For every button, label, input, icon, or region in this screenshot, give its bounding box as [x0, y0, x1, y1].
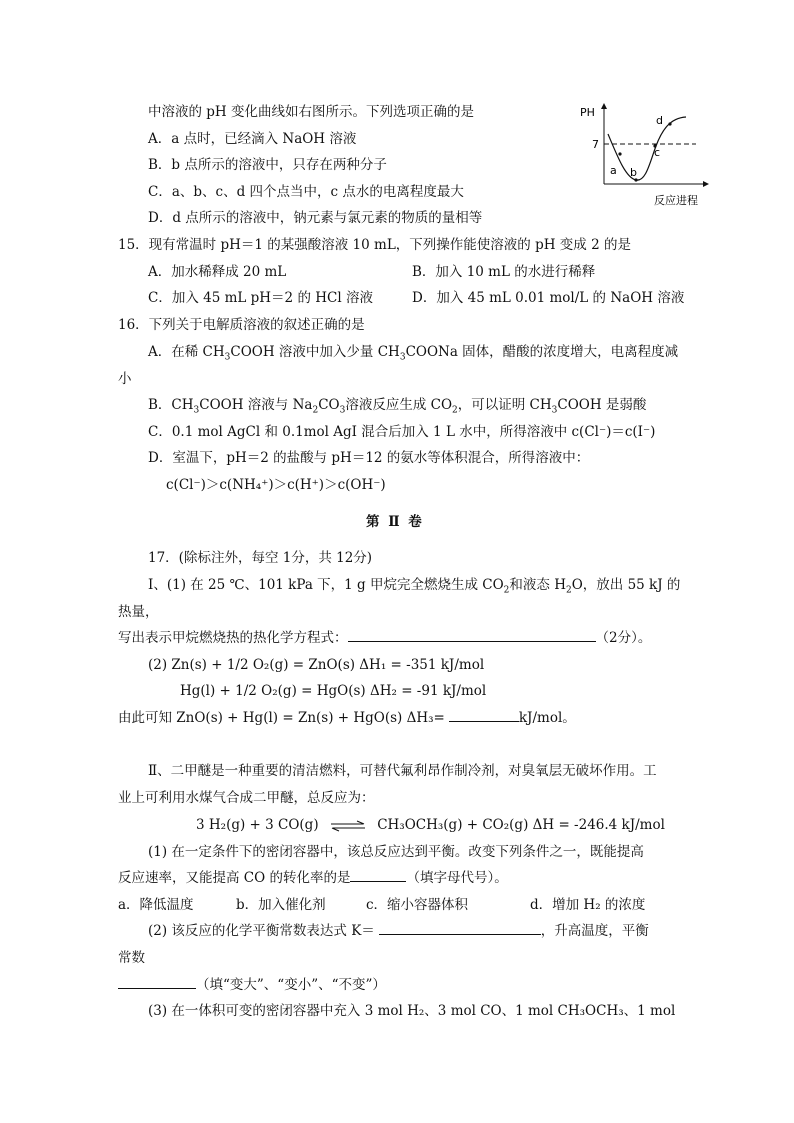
q16-stem: 16．下列关于电解质溶液的叙述正确的是	[118, 317, 365, 333]
graph-point-d: d	[656, 114, 663, 127]
section-title: 第 Ⅱ 卷	[366, 514, 424, 530]
q15-option-c: C．加入 45 mL pH＝2 的 HCl 溶液	[148, 290, 373, 306]
answer-blank-dh3[interactable]	[449, 709, 519, 722]
q17-equation-3: 由此可知 ZnO(s) + Hg(l) = Zn(s) + HgO(s) ΔH₃= kJ/mol。	[118, 710, 576, 726]
graph-point-a: a	[610, 164, 617, 177]
q17-part1-line3: 写出表示甲烷燃烧热的热化学方程式： （2分）。	[118, 630, 652, 646]
q17-sub2-line2: 常数	[118, 950, 145, 966]
answer-blank-k-expression[interactable]	[379, 922, 541, 935]
equilibrium-arrow-icon	[329, 820, 367, 832]
graph-point-c: c	[654, 146, 661, 159]
graph-x-label: 反应进程	[654, 194, 698, 207]
answer-blank-choice[interactable]	[350, 869, 406, 882]
q17-equation-2: Hg(l) + 1/2 O₂(g) = HgO(s) ΔH₂ = -91 kJ/mol	[180, 683, 487, 699]
q17-part2-line2: 业上可利用水煤气合成二甲醚，总反应为：	[118, 790, 375, 806]
graph-point-b: b	[630, 166, 637, 179]
q15-option-a: A．加水稀释成 20 mL	[148, 264, 287, 280]
ph-curve-figure	[574, 96, 714, 208]
q17-sub3-line1: (3) 在一体积可变的密闭容器中充入 3 mol H₂、3 mol CO、1 mol CH₃OCH₃、1 mol	[148, 1003, 676, 1019]
q16-option-b: B．$CH_3COOH$ 溶液与 $Na_2CO_3$溶液反应生成 $CO_2$，可以证明 $CH_3COOH$ 是弱酸	[148, 397, 647, 416]
q17-sub1-line2: 反应速率，又能提高 CO 的转化率的是 （填字母代号）。	[118, 870, 508, 886]
q15-option-d: D．加入 45 mL 0.01 mol/L 的 NaOH 溶液	[412, 290, 685, 306]
q17-part1-line1: Ⅰ、(1) 在 25 ℃、101 kPa 下，1 g 甲烷完全燃烧生成 $CO_2$和液态 $H_2O$，放出 55 kJ 的	[148, 577, 681, 596]
q14-option-c: C．a、b、c、d 四个点当中，c 点水的电离程度最大	[148, 184, 464, 200]
q17-sub2-line3: （填“变大”、“变小”、“不变”）	[118, 976, 386, 994]
q16-option-a: A．在稀 $CH_3COOH$ 溶液中加入少量 $CH_3COONa$ 固体，醋酸的浓度增大，电离程度减	[148, 344, 679, 363]
q17-sub1-line1: (1) 在一定条件下的密闭容器中，该总反应达到平衡。改变下列条件之一，既能提高	[148, 844, 644, 860]
q17-choice-b: b．加入催化剂	[236, 897, 326, 913]
q16-option-d-expression: c(Cl⁻)＞c(NH₄⁺)＞c(H⁺)＞c(OH⁻)	[166, 477, 386, 493]
q17-choice-a: a．降低温度	[118, 897, 194, 913]
graph-y-label: PH	[580, 106, 595, 119]
q16-option-d: D．室温下，pH＝2 的盐酸与 pH＝12 的氨水等体积混合，所得溶液中：	[148, 450, 590, 466]
q14-option-a: A．a 点时，已经滴入 NaOH 溶液	[148, 131, 357, 147]
q17-heading: 17．(除标注外，每空 1分，共 12分)	[148, 550, 373, 566]
q17-part1-line2: 热量，	[118, 604, 159, 620]
q14-stem: 中溶液的 pH 变化曲线如右图所示。下列选项正确的是	[148, 104, 474, 120]
q16-option-c: C．0.1 mol AgCl 和 0.1mol AgI 混合后加入 1 L 水中，所得溶液中 c(Cl⁻)＝c(I⁻)	[148, 424, 656, 440]
q14-option-d: D．d 点所示的溶液中，钠元素与氯元素的物质的量相等	[148, 210, 483, 226]
answer-blank-equation[interactable]	[348, 629, 596, 642]
q14-option-b: B．b 点所示的溶液中，只存在两种分子	[148, 157, 387, 173]
answer-blank-k-change[interactable]	[118, 976, 196, 989]
graph-seven-label: 7	[592, 138, 599, 151]
q17-sub2-line1: (2) 该反应的化学平衡常数表达式 K＝ ，升高温度，平衡	[148, 923, 649, 939]
ph-curve	[608, 117, 686, 180]
q16-option-a-cont: 小	[118, 371, 132, 387]
q17-reaction: 3 H₂(g) + 3 CO(g) CH₃OCH₃(g) + CO₂(g) ΔH = -246.4 kJ/mol	[196, 817, 665, 833]
q17-equation-1: (2) Zn(s) + 1/2 O₂(g) = ZnO(s) ΔH₁ = -351 kJ/mol	[148, 657, 485, 673]
q15-stem: 15．现有常温时 pH＝1 的某强酸溶液 10 mL，下列操作能使溶液的 pH 变成 2 的是	[118, 237, 631, 253]
q17-choice-d: d．增加 H₂ 的浓度	[530, 897, 646, 913]
q17-choice-c: c．缩小容器体积	[366, 897, 469, 913]
q17-part2-line1: Ⅱ、二甲醚是一种重要的清洁燃料，可替代氟利昂作制冷剂，对臭氧层无破坏作用。工	[148, 763, 657, 779]
q15-option-b: B．加入 10 mL 的水进行稀释	[412, 264, 596, 280]
